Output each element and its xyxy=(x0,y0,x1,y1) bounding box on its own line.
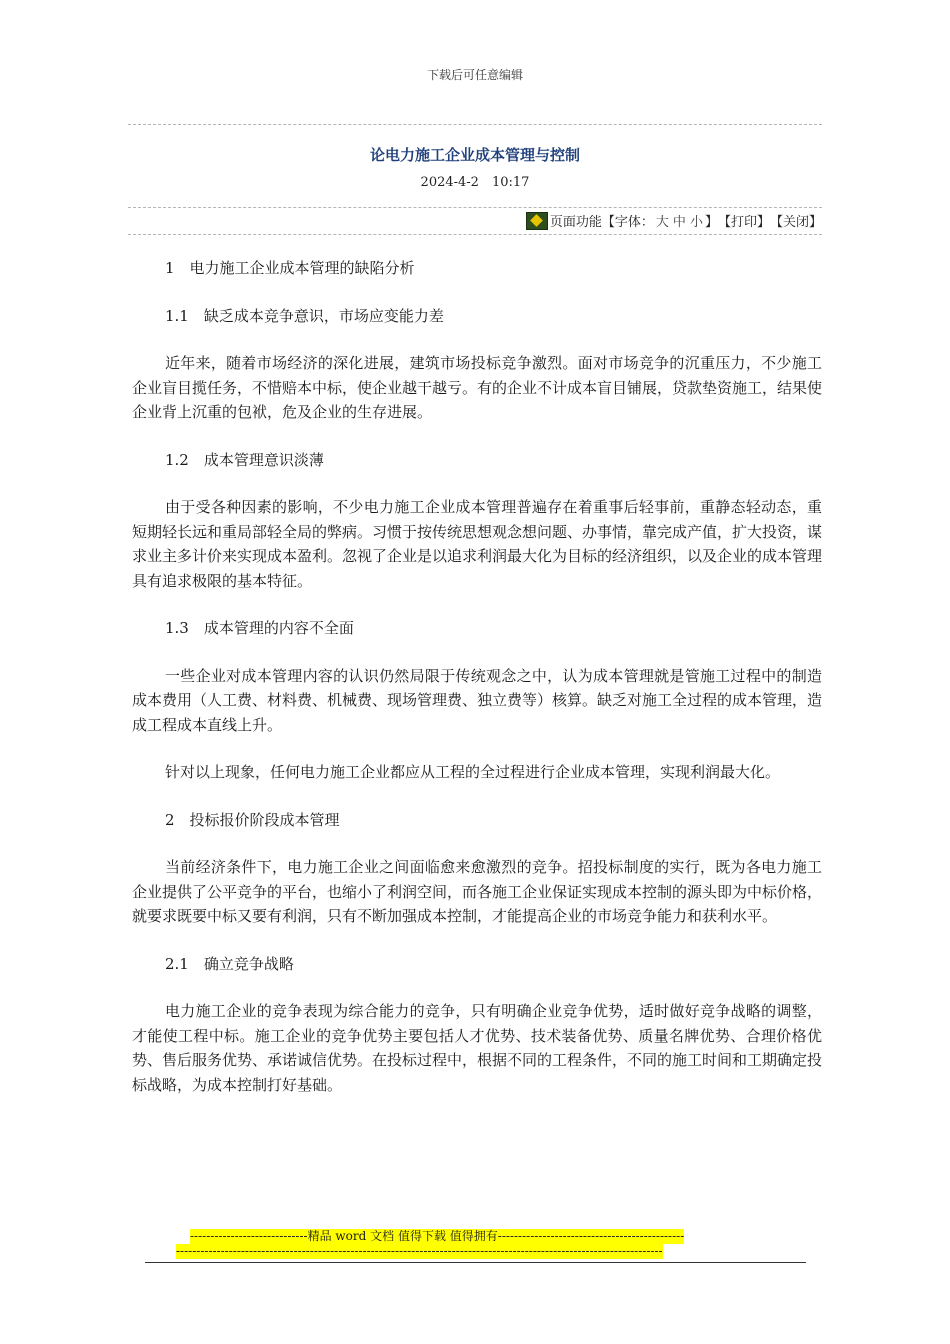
section-heading-2: 2 投标报价阶段成本管理 xyxy=(165,810,340,829)
toolbar-label: 页面功能 xyxy=(549,215,602,230)
divider-top xyxy=(128,124,822,125)
font-size-open: 【字体： xyxy=(601,215,654,230)
section-heading-2-1: 2.1 确立竞争战略 xyxy=(165,954,294,973)
divider-toolbar-bottom xyxy=(128,234,822,235)
divider-toolbar-top xyxy=(128,207,822,208)
footer-banner xyxy=(176,1229,774,1259)
paragraph: 电力施工企业的竞争表现为综合能力的竞争，只有明确企业竞争优势，适时做好竞争战略的调整，才能使工程中标。施工企业的竞争优势主要包括人才优势、技术装备优势、质量名牌优势、合理价格优势、售后服务优势、承诺诚信优势。在投标过程中，根据不同的工程条件，不同的施工时间和工期确定投标战略，为成本控制打好基础。 xyxy=(132,1002,823,1094)
print-link[interactable]: 【打印】 xyxy=(717,215,770,230)
font-size-large-link[interactable]: 大 xyxy=(655,215,669,230)
footer-banner-line-2: ------------------------------------------------------------------------------------------------------------------------ xyxy=(176,1244,663,1258)
close-link[interactable]: 【关闭】 xyxy=(769,215,822,230)
paragraph: 一些企业对成本管理内容的认识仍然局限于传统观念之中，认为成本管理就是管施工过程中的制造成本费用（人工费、材料费、机械费、现场管理费、独立费等）核算。缺乏对施工全过程的成本管理，造成工程成本直线上升。 xyxy=(132,666,823,734)
section-heading-1-1: 1.1 缺乏成本竞争意识，市场应变能力差 xyxy=(165,306,444,325)
page-toolbar xyxy=(526,211,822,230)
paragraph: 由于受各种因素的影响，不少电力施工企业成本管理普遍存在着重事后轻事前，重静态轻动态，重短期轻长远和重局部轻全局的弊病。习惯于按传统思想观念想问题、办事情，靠完成产值，扩大投资，谋求业主多计价来实现成本盈利。忽视了企业是以追求利润最大化为目标的经济组织，以及企业的成本管理具有追求极限的基本特征。 xyxy=(132,498,823,590)
section-heading-1: 1 电力施工企业成本管理的缺陷分析 xyxy=(165,259,415,277)
section-heading-1-3: 1.3 成本管理的内容不全面 xyxy=(165,619,354,637)
article-body xyxy=(132,256,822,1120)
paragraph: 针对以上现象，任何电力施工企业都应从工程的全过程进行企业成本管理，实现利润最大化。 xyxy=(165,763,781,781)
paragraph: 近年来，随着市场经济的深化进展，建筑市场投标竞争激烈。面对市场竞争的沉重压力，不少施工企业盲目揽任务，不惜赔本中标，使企业越干越亏。有的企业不计成本盲目铺展，贷款垫资施工，结果使企业背上沉重的包袱，危及企业的生存进展。 xyxy=(132,354,823,421)
article-date: 2024-4-2 10:17 xyxy=(420,175,530,190)
font-size-small-link[interactable]: 小 xyxy=(689,215,703,230)
article-title: 论电力施工企业成本管理与控制 xyxy=(369,146,580,164)
footer-rule xyxy=(145,1262,806,1263)
footer-banner-line-1: -----------------------------精品 word 文档 值得下载 值得拥有---------------------------------------------- xyxy=(190,1229,685,1243)
font-size-close: 】 xyxy=(704,215,718,230)
section-heading-1-2: 1.2 成本管理意识淡薄 xyxy=(165,450,324,469)
page-header: 下载后可任意编辑 xyxy=(426,68,523,82)
page-function-icon xyxy=(526,212,548,230)
font-size-medium-link[interactable]: 中 xyxy=(672,215,686,230)
paragraph: 当前经济条件下，电力施工企业之间面临愈来愈激烈的竞争。招投标制度的实行，既为各电力施工企业提供了公平竞争的平台，也缩小了利润空间，而各施工企业保证实现成本控制的源头即为中标价格，就要求既要中标又要有利润，只有不断加强成本控制，才能提高企业的市场竞争能力和获利水平。 xyxy=(132,858,823,925)
